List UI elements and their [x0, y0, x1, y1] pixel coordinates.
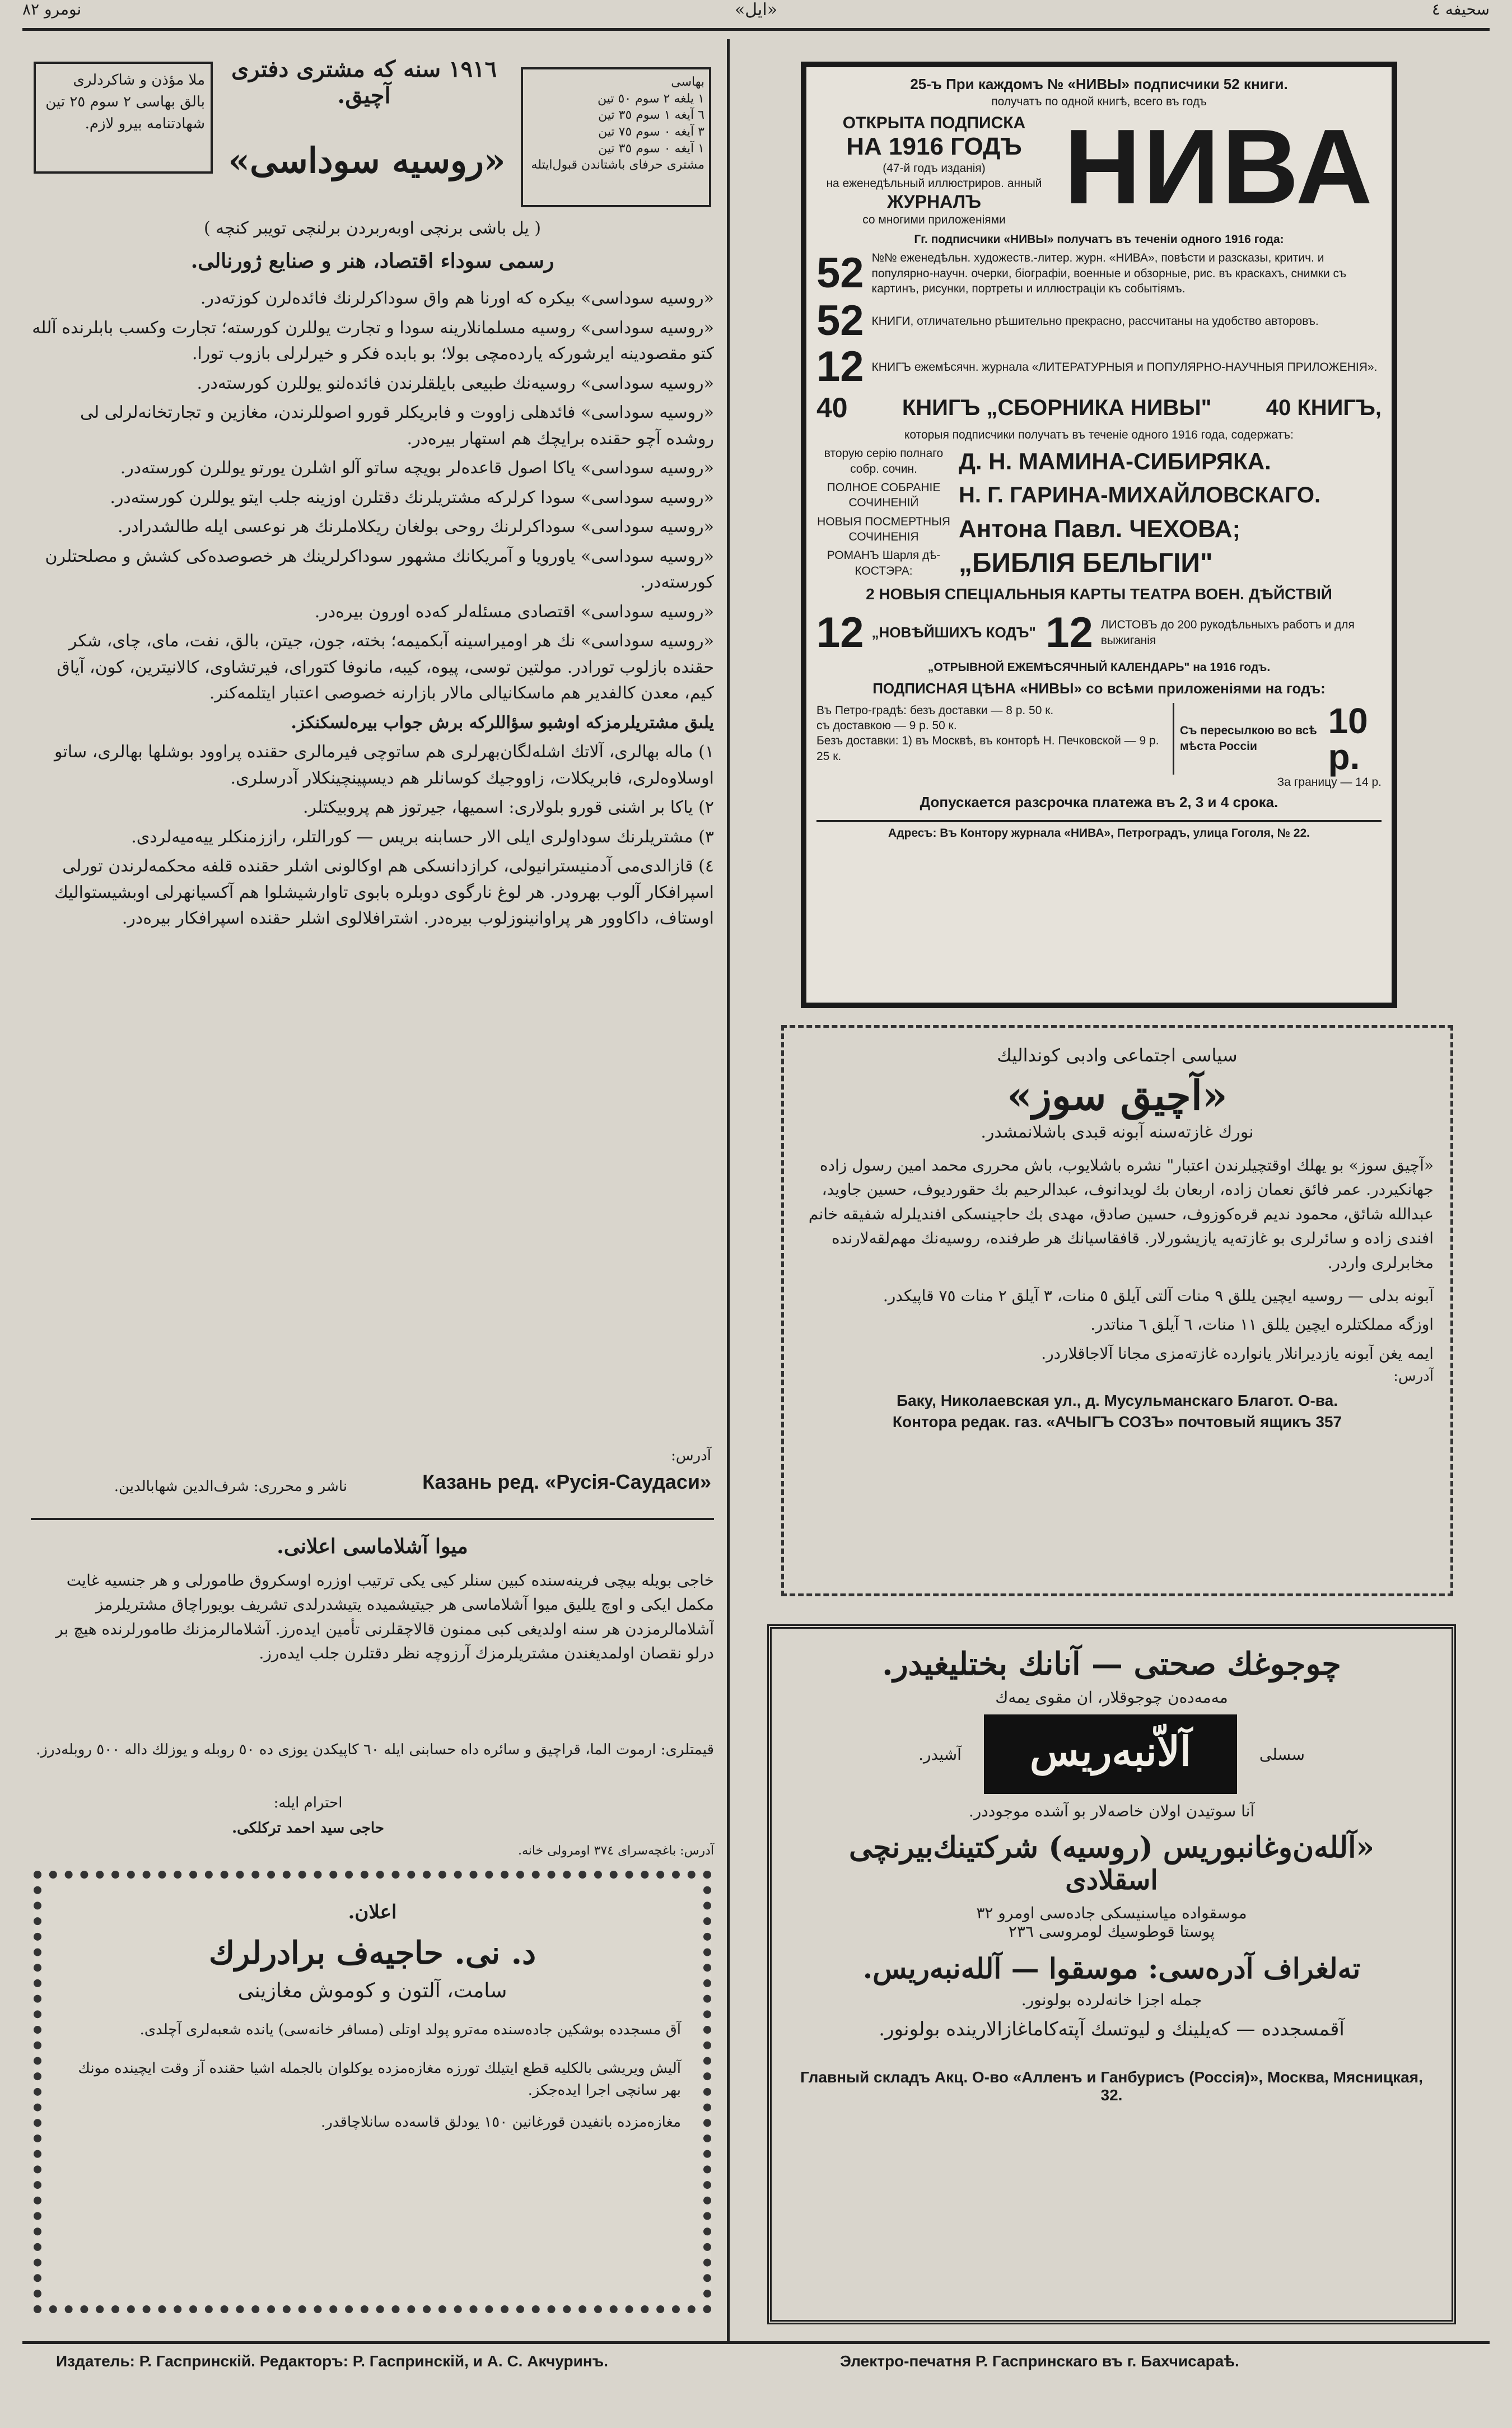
box-line: مشترى حرفاى باشتاندن قبول‌ايتله — [531, 158, 704, 173]
allen-telegraph: تەلغراف آدرەسى: موسقوا — آللەنبەريس. — [862, 1952, 1361, 1985]
niva-desc-1: на еженедѣльный иллюстриров. анный — [826, 177, 1042, 190]
allen-pharmacy: جمله اجزا خانه‌لرده بولونور. — [1021, 1991, 1202, 2009]
niva-row — [816, 250, 1382, 296]
niva-row-text: КНИГЪ ежемѣсячн. журнала «ЛИТЕРАТУРНЫЯ и ПОПУЛЯРНО-НАУЧНЫЯ ПРИЛОЖЕНІЯ». — [871, 360, 1378, 374]
jewelry-ad-frame — [34, 1871, 711, 2313]
niva-forty-row — [816, 392, 1382, 424]
niva-footer: Адресъ: Въ Контору журнала «НИВА», Петроградъ, улица Гоголя, № 22. — [816, 820, 1382, 841]
paragraph: «روسيه سوداسى» سوداكرلرنك روحى بولغان ريكلاملرنك هر نوعسى ايله طالشدرادر. — [118, 517, 714, 537]
niva-price-line: съ доставкою — 9 р. 50 к. — [816, 719, 957, 733]
niva-work-left: НОВЫЯ ПОСМЕРТНЫЯ СОЧИНЕНІЯ — [817, 515, 950, 543]
publisher-line: ناشر و محررى: شرف‌الدين شهابالدين. — [114, 1478, 347, 1495]
paragraph: «روسيه سوداسى» فائدهلى زاووت و فابريكلر قورو اصوللرندن، مغازين و تجارتخانه‌لرلى لى روشده آچو حقنده برايچك هم استهار بيره‌در. — [80, 403, 714, 449]
paragraph: «روسيه سوداسى» روسيه مسلمانلارينه سودا و تجارت يوللرن كورسته‌؛ تجارت وكسب بابلرنده آلله كتو مقصودينه ايرشوركه يارده‌مچى بولا؛ بو بابده فكر و خيرلرلى بازوب تورا. — [32, 318, 714, 363]
paper-subtitle-2: رسمى سوداء اقتصاد، هنر و صنايع ژورنالى. — [190, 249, 554, 273]
niva-price-line: Безъ доставки: 1) въ Москвѣ, въ конторѣ Н. Печковской — 9 р. 25 к. — [816, 734, 1159, 763]
allen-sub-2-left: سسلى — [1259, 1745, 1305, 1764]
achyk-soz-inquiry: ايمه يغن آبونه يازديرانلار يانوارده غازته‌مزى مجانا آلاجاقلاردر. — [1041, 1344, 1434, 1363]
paragraph: «روسيه سوداسى» سودا كرلركه مشتريلرنك دقتلرن اوزينه جلب ايتو يوللرن كورسته‌در. — [110, 487, 714, 507]
paper-description — [31, 286, 714, 1143]
allen-company: «آلله‌ن‌وغانبوريس (روسيه) شركتينك‌بيرنچى — [848, 1830, 1375, 1865]
fruit-signature: حاجى سيد احمد تركلكى. — [232, 1820, 384, 1837]
paragraph: «روسيه سوداسى» بيكره كه اورنا هم واق سوداكرلرنك فائده‌لرن كوزته‌در. — [200, 288, 714, 308]
niva-year: НА 1916 ГОДЪ — [846, 133, 1022, 161]
achyk-soz-address-label: آدرس: — [1393, 1368, 1434, 1385]
paragraph: «روسيه سوداسى» نك هر اوميراسينه آبكميمه‌؛ بخته، جون، جيتن، بالق، نفت، ماى، چاى، شكر حقنده بازلوب تورادر. مولتين توسى، پيوه، كيبه، مانوفا كتوراى، فيرتشاوى، كالانيترين، كون، آياق كيم، معدن كالفدير هم ماسكانيالى مالار بازارنه خصوصى اعتبار ايتلمه‌كنر. — [57, 631, 714, 703]
page-number-left: نومرو ۸۲ — [22, 0, 82, 18]
niva-forty-left: 40 — [816, 392, 848, 424]
allen-ad-frame — [767, 1624, 1456, 2324]
page-number-right: سحيفه ٤ — [1431, 0, 1490, 18]
niva-open-subscription: ОТКРЫТА ПОДПИСКА — [842, 114, 1026, 133]
allen-footer-ru: Главный складъ Акц. О-во «Алленъ и Ганбурисъ (Россія)», Москва, Мясницкая, 32. — [800, 2068, 1423, 2104]
fruit-address: آدرس: باغچه‌سراى ٣٧٤ اومرولى خانه. — [517, 1844, 714, 1858]
paragraph: «روسيه سوداسى» روسيه‌نك طبيعى بايلقلرندن فائده‌لنو يوللرن كورسته‌در. — [197, 373, 714, 393]
allen-sub-1: مه‌مه‌ده‌ن چوجوقلار، ان مقوى يمه‌ك — [995, 1688, 1228, 1707]
niva-rassrochka: Допускается разсрочка платежа въ 2, 3 и 4 срока. — [920, 794, 1278, 811]
niva-row-number: 12 — [816, 343, 864, 391]
niva-work — [816, 548, 1382, 579]
niva-row-number: 52 — [816, 297, 864, 345]
questions-intro: يلىق مشتريلرمزكه اوشبو سؤاللركه برش جواب بيره‌لسكنكز. — [291, 712, 714, 733]
niva-work — [816, 446, 1382, 477]
achyk-soz-title: «آچيق سوز» — [1007, 1071, 1228, 1119]
jewelry-ad-title: د. نى. حاجيه‌ف برادرلرك — [208, 1935, 536, 1972]
niva-edition: (47-й годъ изданія) — [883, 162, 986, 175]
niva-price-right: 10 р. — [1328, 700, 1368, 777]
jewelry-ad-line: مغازه‌مزده بانفيدن قورغانين ١٥٠ يودلق قاسه‌ده سانلاچاقدر. — [321, 2114, 681, 2131]
niva-desc-2: со многими приложеніями — [862, 213, 1006, 226]
allen-sub-2-right: آشيدر. — [918, 1745, 962, 1764]
allen-logo: آلاّنبه‌ريس — [984, 1714, 1237, 1794]
niva-row-text: КНИГИ, отличательно рѣшительно прекрасно, рассчитаны на удобство авторовъ. — [871, 314, 1319, 328]
niva-journal: ЖУРНАЛЪ — [887, 191, 981, 212]
niva-twelve-left: 12 — [816, 608, 864, 656]
achyk-soz-foreign: اوزگه مملكتلره ايچين يللق ١١ منات، ٦ آيلق ٦ مناتدر. — [1090, 1315, 1434, 1334]
fruit-title: ميوا آشلاماسى اعلانى. — [277, 1535, 468, 1558]
niva-row-number: 52 — [816, 249, 864, 297]
box-line: بالق بهاسى ٢ سوم ٢٥ تين — [45, 94, 205, 110]
box-line: ملا مؤذن و شاكردلرى — [73, 72, 205, 88]
achyk-soz-address-ru-2: Контора редак. газ. «АЧЫГЪ СОЗЪ» почтовый ящикъ 357 — [892, 1413, 1342, 1431]
box-line: ١ آيغه ٠ سوم ٣٥ تين — [598, 141, 704, 156]
niva-twelve-right: 12 — [1046, 608, 1093, 656]
jewelry-ad-line: آليش ويريشى بالكليه قطع ايتيلك تورزه مغازه‌مزده يوكلوان بالجمله اشيا حقنده آز وقت ايچينده مونك بهر سانچى اجرا ايده‌جكز. — [78, 2060, 681, 2099]
niva-price-line: Въ Петро-градѣ: безъ доставки — 8 р. 50 к. — [816, 703, 1054, 717]
niva-work-right: Н. Г. ГАРИНА-МИХАЙЛОВСКАГО. — [959, 482, 1321, 507]
niva-calendar: „ОТРЫВНОЙ ЕЖЕМѢСЯЧНЫЙ КАЛЕНДАРЬ" на 1916 годъ. — [927, 660, 1271, 674]
niva-row-text: №№ еженедѣльн. художеств.-литер. журн. «НИВА», повѣсти и разсказы, критич. и популярно-научн. очерки, біографіи, военные и обзорные, рис. въ краскахъ, снимки съ картинъ, рисунки, портреты и иллюстраціи къ событіямъ. — [871, 251, 1347, 295]
question: ٢) ياكا بر اشنى قورو بلولارى: اسميها، جيرتوز هم پروبيكتلر. — [302, 798, 714, 817]
footer-right: Электро-печатня Р. Гаспринскаго въ г. Бахчисараѣ. — [840, 2352, 1239, 2370]
allen-address-1: موسقوادە مياسنيسكى جاده‌سى اومرو ٣٢ — [976, 1904, 1247, 1922]
allen-company-2: اسقلادى — [1065, 1865, 1158, 1896]
niva-row — [816, 297, 1382, 345]
niva-price-right-head: Съ пересылкою во всѣ мѣста Россіи — [1180, 724, 1317, 753]
niva-work-right: „БИБЛІЯ БЕЛЬГІИ" — [959, 548, 1213, 579]
allen-address-2: پوستا قوطوسيك لومروسى ٢٣٦ — [1008, 1922, 1215, 1941]
box-line: بهاسى — [671, 75, 704, 89]
section-rule — [31, 1518, 714, 1520]
niva-work — [816, 480, 1382, 511]
footer-left: Издатель: Р. Гаспринскій. Редакторъ: Р. Гаспринскій, и А. С. Акчуринъ. — [56, 2352, 608, 2370]
niva-work-right: Д. Н. МАМИНА-СИБИРЯКА. — [959, 448, 1271, 474]
question: ٤) قازالدى‌مى آدمنيسترانيولى، كرازدانسكى هم اوكالونى اشلر حقنده قلفه محكمه‌لرندن تورلى اسپرافكار آلوب بهرودر. هر لوغ نارگوى دوبلره بابوى تاوارشيشلوا هم آكسيانهرلى اوبشيستواليك اوستاف، داكاوور هر پراوانينوزلوب بيره‌در. اشترافلالوى اشلر حقنده اسپرافكار بيره‌در. — [54, 856, 714, 928]
paragraph: «روسيه سوداسى» ياورويا و آمريكانك مشهور سوداكرلرينك هر خصوصده‌كى كشش و مصلحتلرن كورسته‌در. — [45, 546, 714, 592]
jewelry-ad-subtitle: سامت، آلتون و كوموش مغازينى — [237, 1979, 507, 2002]
year-title: ١٩١٦ سنه كه مشترى دفترى آچيق. — [231, 56, 497, 109]
paragraph: «روسيه سوداسى» ياكا اصول قاعده‌لر بويچه ساتو آلو اشلرن يورتو يوللرن كورسته‌در. — [120, 458, 714, 478]
box-line: ١ يلغه ٢ سوم ٥٠ تين — [597, 91, 704, 106]
niva-top-banner: 25-ъ При каждомъ № «НИВЫ» подписчики 52 книги. — [910, 76, 1288, 92]
niva-work-right: Антона Павл. ЧЕХОВА; — [959, 515, 1241, 543]
niva-top-banner-2: получатъ по одной книгѣ, всего въ годъ — [991, 95, 1207, 108]
fruit-paragraph: خاجى بويله بيچى فرینه‌سنده كبين سنلر كيى يكى ترتيب اوزره اوسكروق طامورلى و هر جنسيه غايت مكمل ايكى و اوچ يلليق ميوا آشلاماسى هر جيتيشميده يتيشدرلدى تشريف بويوراچاق مشتريلرمز آشلامالرمزدن هر سنه اولديغى كبى ممنون قالاچقلرنى تأمين ايده‌رز. آشلامالرمزنك طامورلرنده هيچ بر درلو نقصان اولمديغندن مشتريلرمزك آرزوچه نظر دقتلرن جلب ايده‌رز. — [55, 1571, 714, 1663]
subscription-box-right — [521, 67, 711, 207]
address-label: آدرس: — [671, 1447, 711, 1464]
box-line: ٣ آيغه ٠ سوم ٧٥ تين — [598, 125, 704, 139]
niva-work-left: ПОЛНОЕ СОБРАНІЕ СОЧИНЕНІЙ — [827, 481, 941, 510]
column-divider — [727, 39, 730, 2341]
fruit-note: قيمتلرى: ارموت الما، قراچيق و سائره داه حسابنى ايله ٦٠ كاپيكدن يوزى ده ٥٠ روبله و يوزلك داله ٥٠٠ روبله‌درز. — [36, 1741, 714, 1758]
niva-work-left: РОМАНЪ Шарля дѣ-КОСТЭРА: — [827, 549, 941, 577]
box-line: ٦ آيغه ١ سوم ٣٥ تين — [598, 108, 704, 123]
fruit-signoff: احترام ايله: — [273, 1795, 343, 1811]
achyk-soz-top-line: سياسى اجتماعى وادبى كونداليك — [997, 1045, 1238, 1066]
masthead-logo: «ايل» — [734, 0, 778, 20]
paragraph: «روسيه سوداسى» اقتصادى مسئله‌لر كه‌ده اورون بيره‌در. — [314, 602, 714, 622]
masthead-rule — [22, 28, 1490, 31]
allen-heading: چوجوغك صحتى — آنانك بختليغيدر. — [882, 1646, 1341, 1683]
jewelry-ad-line: آق مسجدده بوشكين جاده‌سنده مه‌ترو پولد اوتلى (مسافر خانه‌سى) يانده شعبه‌لرى آچلدى. — [139, 2021, 681, 2038]
niva-abroad: За границу — 14 р. — [1277, 775, 1382, 789]
niva-twelve-right-text: ЛИСТОВЪ до 200 рукодѣльныхъ работъ и для выжиганія — [1100, 618, 1355, 647]
niva-forty-right: 40 КНИГЪ, — [1266, 395, 1382, 420]
achyk-soz-sub: نورك غازته‌سنه آبونه قبدى باشلانمشدر. — [981, 1122, 1254, 1142]
niva-gg-line: Гг. подписчики «НИВЫ» получатъ въ теченіи одного 1916 года: — [914, 232, 1284, 246]
achyk-soz-address-ru: Баку, Николаевская ул., д. Мусульманскаго Благот. О-ва. — [896, 1392, 1338, 1410]
niva-work-left: вторую серію полнаго собр. сочин. — [824, 447, 944, 476]
box-line: شهادتنامه بيرو لازم. — [85, 115, 205, 132]
niva-forty-mid: КНИГЪ „СБОРНИКА НИВЫ" — [902, 395, 1212, 420]
niva-work — [816, 514, 1382, 545]
allen-shops: آقمسجدده — كەيلينك و ليوتسك آپته‌كاماغازالارينده بولونور. — [879, 2018, 1345, 2040]
footer-rule — [22, 2341, 1490, 2344]
subscription-box-left — [34, 62, 213, 174]
publisher-ru: Казань ред. «Русія-Саудаси» — [422, 1470, 711, 1493]
niva-row — [816, 343, 1382, 391]
achyk-soz-paragraph: «آچيق سوز» بو يهلك اوقتچيلرندن اعتبار" نشره باشلايوب، باش محررى محمد امين رسول زاده جهانكيردر. عمر فائق نعمان زاده، اربعان بك لويدانوف، عبدالرحيم بك حقورديوف، حسين جاويد، عبدالله شائق، محمود نديم قره‌كوزوف، حسين صادق، مهدى بك حاجينسكى افنديلرله شفيقه خانم افندى زاده و سائرلرى بو غازته‌يه يازيشورلار. قافقاسيانك هر طرفنده، روسيه‌نك مهم‌لقه‌لارنده مخابرلرى واردر. — [808, 1156, 1434, 1272]
paper-subtitle: ( يل باشى برنچى اوبه‌ربردن برلنچى تو‌يبر كنچه ) — [203, 218, 542, 238]
niva-price-head: ПОДПИСНАЯ ЦѢНА «НИВЫ» со всѣми приложеніями на годъ: — [872, 679, 1326, 697]
niva-twelve-left-text: „НОВѢЙШИХЪ КОДЪ" — [871, 623, 1036, 641]
question: ٣) مشتريلرنك سوداولرى ايلى الار حسابنه بريس — كورالتلر، راززمنكلر ييه‌ميه‌لردى. — [131, 827, 714, 847]
achyk-soz-frame — [781, 1025, 1453, 1596]
niva-twelve-row — [816, 608, 1382, 656]
niva-advertisement — [801, 62, 1397, 1008]
niva-forty-sub: которыя подписчики получатъ въ теченіе одного 1916 года, содержатъ: — [904, 428, 1294, 442]
jewelry-ad-label: اعلان. — [348, 1901, 397, 1923]
question: ١) ماله بهالرى، آلاتك اشله‌لگان‌بهرلرى هم ساتوچى فيرمالرى حقنده پراوود بوشلها بهالرى، ساتو اوسلاوه‌لرى، فابريكلات، زاووجيك كوسانلر هم ديسپينچينكلار آدرسلرى. — [54, 742, 714, 788]
paper-name-title: «روسيه سوداسى» — [228, 140, 506, 181]
niva-maps-line: 2 НОВЫЯ СПЕЦІАЛЬНЫЯ КАРТЫ ТЕАТРА ВОЕН. ДѢЙСТВІЙ — [866, 585, 1332, 603]
allen-sub-3: آنا سوتيدن اولان خاصه‌لار بو آشده موجوددر. — [968, 1802, 1255, 1820]
achyk-soz-subscription: آبونه بدلى — روسيه ايچين يللق ٩ منات آلتى آيلق ٥ منات، ٣ آيلق ٢ منات ٧٥ قاپيكدر. — [883, 1286, 1434, 1305]
niva-title: НИВА — [1064, 108, 1375, 227]
